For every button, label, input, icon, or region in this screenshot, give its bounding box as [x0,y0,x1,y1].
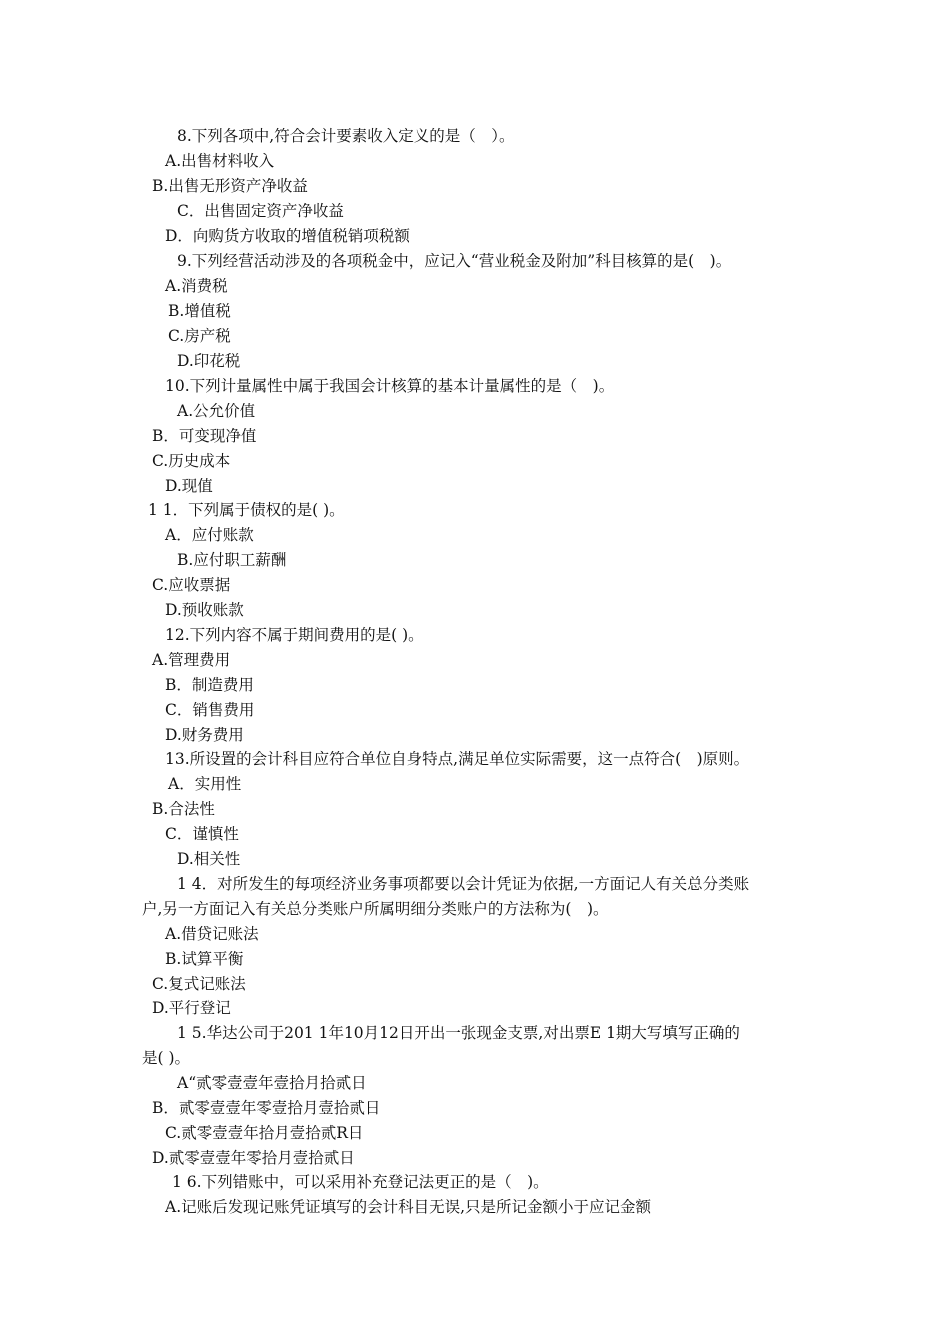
option-12c: C．销售费用 [165,701,255,719]
option-15c: C.贰零壹壹年拾月壹拾贰R日 [165,1124,364,1142]
option-9b: B.增值税 [168,302,231,320]
option-9c: C.房产税 [168,327,231,345]
question-14-line-2: 户,另一方面记入有关总分类账户所属明细分类账户的方法称为( )。 [142,900,609,918]
option-8a: A.出售材料收入 [165,152,275,170]
question-11: 1 1．下列属于债权的是( )。 [148,501,345,519]
option-15d: D.贰零壹壹年零拾月壹拾贰日 [152,1149,355,1167]
question-16: 1 6.下列错账中，可以采用补充登记法更正的是（ )。 [172,1173,549,1191]
option-11d: D.预收账款 [165,601,244,619]
option-13d: D.相关性 [177,850,241,868]
option-13b: B.合法性 [152,800,215,818]
option-8d: D．向购货方收取的增值税销项税额 [165,227,410,245]
option-10b: B．可变现净值 [152,427,257,445]
option-14c: C.复式记账法 [152,975,246,993]
option-13c: C．谨慎性 [165,825,239,843]
question-13: 13.所设置的会计科目应符合单位自身特点,满足单位实际需要，这一点符合( )原则。 [165,750,750,768]
question-12: 12.下列内容不属于期间费用的是( )。 [165,626,424,644]
question-14-line-1: 1 4．对所发生的每项经济业务事项都要以会计凭证为依据,一方面记人有关总分类账 [177,875,750,893]
option-15b: B．贰零壹壹年零壹拾月壹拾贰日 [152,1099,381,1117]
option-14b: B.试算平衡 [165,950,244,968]
option-10d: D.现值 [165,477,213,495]
option-8b: B.出售无形资产净收益 [152,177,308,195]
option-11a: A．应付账款 [165,526,254,544]
option-14a: A.借贷记账法 [165,925,259,943]
option-10c: C.历史成本 [152,452,231,470]
question-15-line-1: 1 5.华达公司于201 1年10月12日开出一张现金支票,对出票E 1期大写填写正确的 [177,1024,740,1042]
question-8: 8.下列各项中,符合会计要素收入定义的是（ ）。 [177,127,515,145]
option-12b: B．制造费用 [165,676,254,694]
option-8c: C．出售固定资产净收益 [177,202,344,220]
option-11c: C.应收票据 [152,576,231,594]
option-12a: A.管理费用 [152,651,231,669]
option-13a: A．实用性 [168,775,242,793]
option-16a: A.记账后发现记账凭证填写的会计科目无误,只是所记金额小于应记金额 [165,1198,652,1216]
option-11b: B.应付职工薪酬 [177,551,287,569]
question-9: 9.下列经营活动涉及的各项税金中，应记入“营业税金及附加”科目核算的是( )。 [177,252,732,270]
option-12d: D.财务费用 [165,726,244,744]
option-9d: D.印花税 [177,352,241,370]
option-9a: A.消费税 [165,277,228,295]
question-10: 10.下列计量属性中属于我国会计核算的基本计量属性的是（ )。 [165,377,615,395]
option-15a: A“贰零壹壹年壹拾月拾贰日 [177,1074,367,1092]
option-14d: D.平行登记 [152,999,231,1017]
question-15-line-2: 是( )。 [142,1049,191,1067]
option-10a: A.公允价值 [177,402,256,420]
